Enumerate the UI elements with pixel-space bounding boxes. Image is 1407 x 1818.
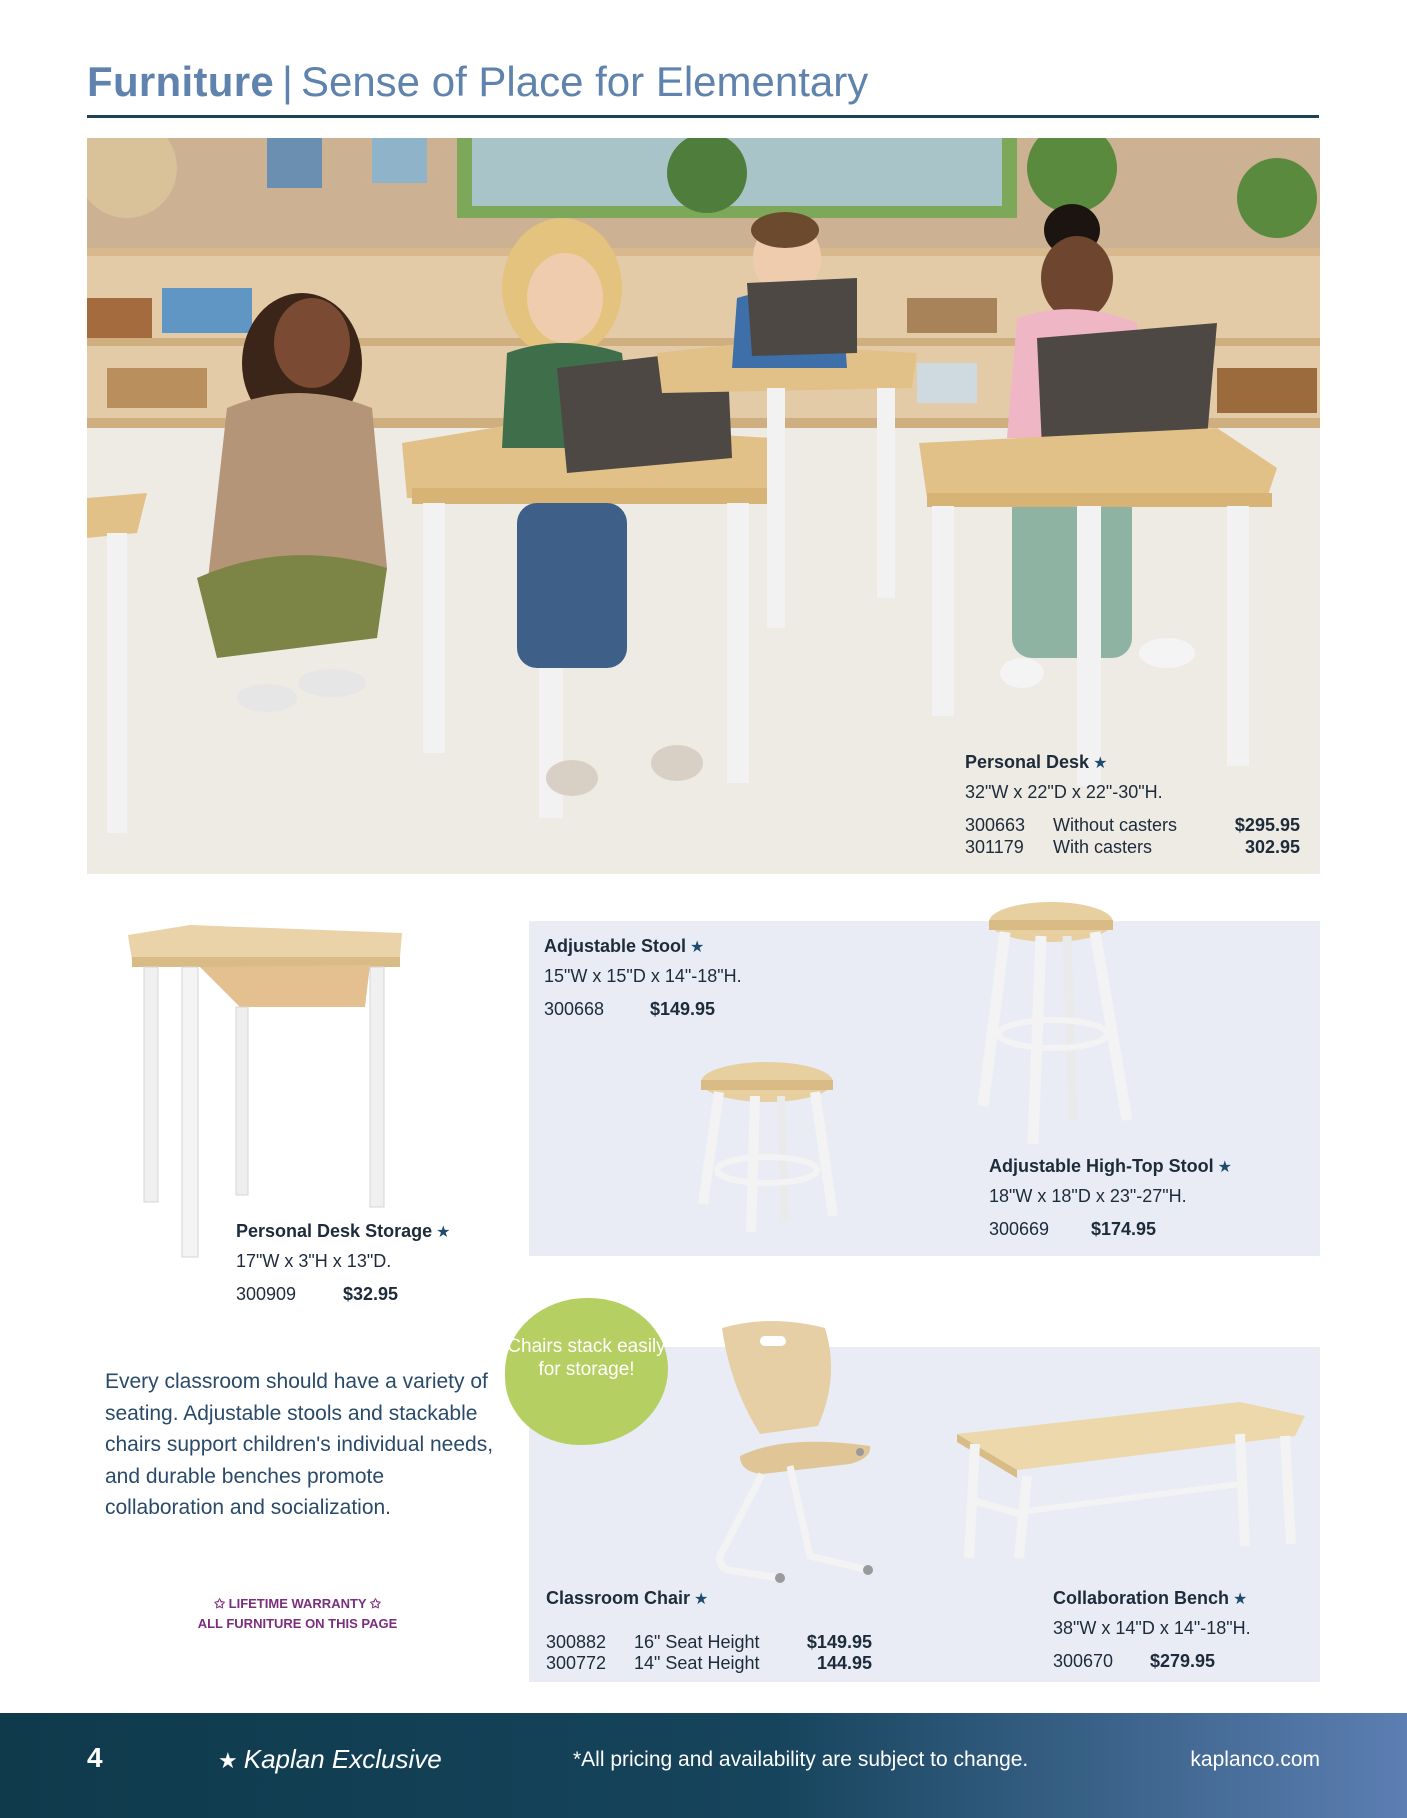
classroom-chair-spec xyxy=(546,1588,872,1675)
price-row xyxy=(544,999,742,1021)
adjustable-stool-spec xyxy=(544,936,742,1021)
warranty-note xyxy=(180,1594,415,1634)
item-number: 301179 xyxy=(965,836,1024,857)
personal-desk-spec xyxy=(965,752,1300,858)
stack-storage-badge: Chairs stack easily for storage! xyxy=(505,1298,668,1445)
section-category: Furniture xyxy=(87,58,275,105)
item-price: $295.95 xyxy=(1234,815,1300,836)
item-number: 300670 xyxy=(1053,1651,1114,1672)
price-row xyxy=(989,1219,1232,1241)
high-top-stool-image xyxy=(975,900,1135,1150)
item-price: $149.95 xyxy=(806,1631,872,1652)
header-separator: | xyxy=(282,58,293,105)
item-number: 300669 xyxy=(989,1219,1050,1240)
item-number: 300909 xyxy=(236,1284,297,1305)
kaplan-exclusive-star-icon: ★ xyxy=(1233,1591,1248,1608)
price-row xyxy=(546,1632,872,1654)
warranty-scope: ALL FURNITURE ON THIS PAGE xyxy=(197,1616,398,1631)
page-title: Sense of Place for Elementary xyxy=(300,58,869,105)
item-description: Without casters xyxy=(1053,815,1178,836)
price-row xyxy=(1053,1651,1251,1673)
desk-storage-name: Personal Desk Storage xyxy=(236,1221,433,1241)
kaplan-exclusive-star-icon: ★ xyxy=(694,1591,709,1608)
classroom-chair-name: Classroom Chair xyxy=(546,1588,691,1608)
item-price: $174.95 xyxy=(1091,1219,1157,1240)
personal-desk-storage-image xyxy=(120,915,420,1260)
item-description: 14" Seat Height xyxy=(634,1653,760,1674)
warranty-line: ✩ LIFETIME WARRANTY ✩ xyxy=(214,1596,381,1611)
page-header xyxy=(87,58,1319,118)
high-top-stool-name: Adjustable High-Top Stool xyxy=(989,1156,1214,1176)
adjustable-stool-dimensions: 15"W x 15"D x 14"-18"H. xyxy=(544,965,742,986)
classroom-photo xyxy=(87,138,1320,874)
item-price: 144.95 xyxy=(816,1653,872,1674)
kaplan-exclusive-legend xyxy=(218,1744,442,1775)
price-row xyxy=(965,837,1300,859)
kaplan-exclusive-label: Kaplan Exclusive xyxy=(243,1744,442,1774)
price-row xyxy=(546,1653,872,1675)
kaplan-exclusive-star-icon: ★ xyxy=(690,939,705,956)
collaboration-bench-image xyxy=(955,1396,1310,1566)
collaboration-bench-dimensions: 38"W x 14"D x 14"-18"H. xyxy=(1053,1617,1251,1638)
kaplan-exclusive-star-icon: ★ xyxy=(1217,1159,1232,1176)
price-row xyxy=(236,1284,450,1306)
collaboration-bench-spec xyxy=(1053,1588,1251,1673)
star-icon: ★ xyxy=(218,1748,238,1773)
item-description: With casters xyxy=(1053,836,1153,857)
header-rule xyxy=(87,115,1319,118)
high-top-stool-dimensions: 18"W x 18"D x 23"-27"H. xyxy=(989,1185,1187,1206)
adjustable-stool-image xyxy=(695,1060,845,1240)
desk-storage-dimensions: 17"W x 3"H x 13"D. xyxy=(236,1250,392,1271)
item-number: 300882 xyxy=(546,1631,607,1652)
item-number: 300668 xyxy=(544,999,605,1020)
intro-paragraph: Every classroom should have a variety of seating. Adjustable stools and stackable chairs support children's individual needs, and durable benches promote collaboration and socialization. xyxy=(105,1370,494,1519)
classroom-chair-image xyxy=(700,1316,900,1586)
item-number: 300663 xyxy=(965,815,1026,836)
item-price: 302.95 xyxy=(1244,836,1300,857)
collaboration-bench-name: Collaboration Bench xyxy=(1053,1588,1230,1608)
pricing-disclaimer: *All pricing and availability are subject to change. xyxy=(573,1748,1029,1771)
desk-storage-spec xyxy=(236,1221,450,1306)
website-link[interactable]: kaplanco.com xyxy=(1190,1748,1320,1771)
item-description: 16" Seat Height xyxy=(634,1631,760,1652)
item-number: 300772 xyxy=(546,1653,607,1674)
item-price: $279.95 xyxy=(1150,1651,1216,1672)
price-row xyxy=(965,815,1300,837)
personal-desk-name: Personal Desk xyxy=(965,752,1090,772)
personal-desk-dimensions: 32"W x 22"D x 22"-30"H. xyxy=(965,781,1163,802)
page-number: 4 xyxy=(87,1742,103,1773)
kaplan-exclusive-star-icon: ★ xyxy=(436,1224,451,1241)
adjustable-stool-name: Adjustable Stool xyxy=(544,936,687,956)
item-price: $149.95 xyxy=(650,999,716,1020)
kaplan-exclusive-star-icon: ★ xyxy=(1093,755,1108,772)
page-footer xyxy=(0,1713,1407,1818)
item-price: $32.95 xyxy=(343,1284,399,1305)
high-top-stool-spec xyxy=(989,1156,1232,1241)
